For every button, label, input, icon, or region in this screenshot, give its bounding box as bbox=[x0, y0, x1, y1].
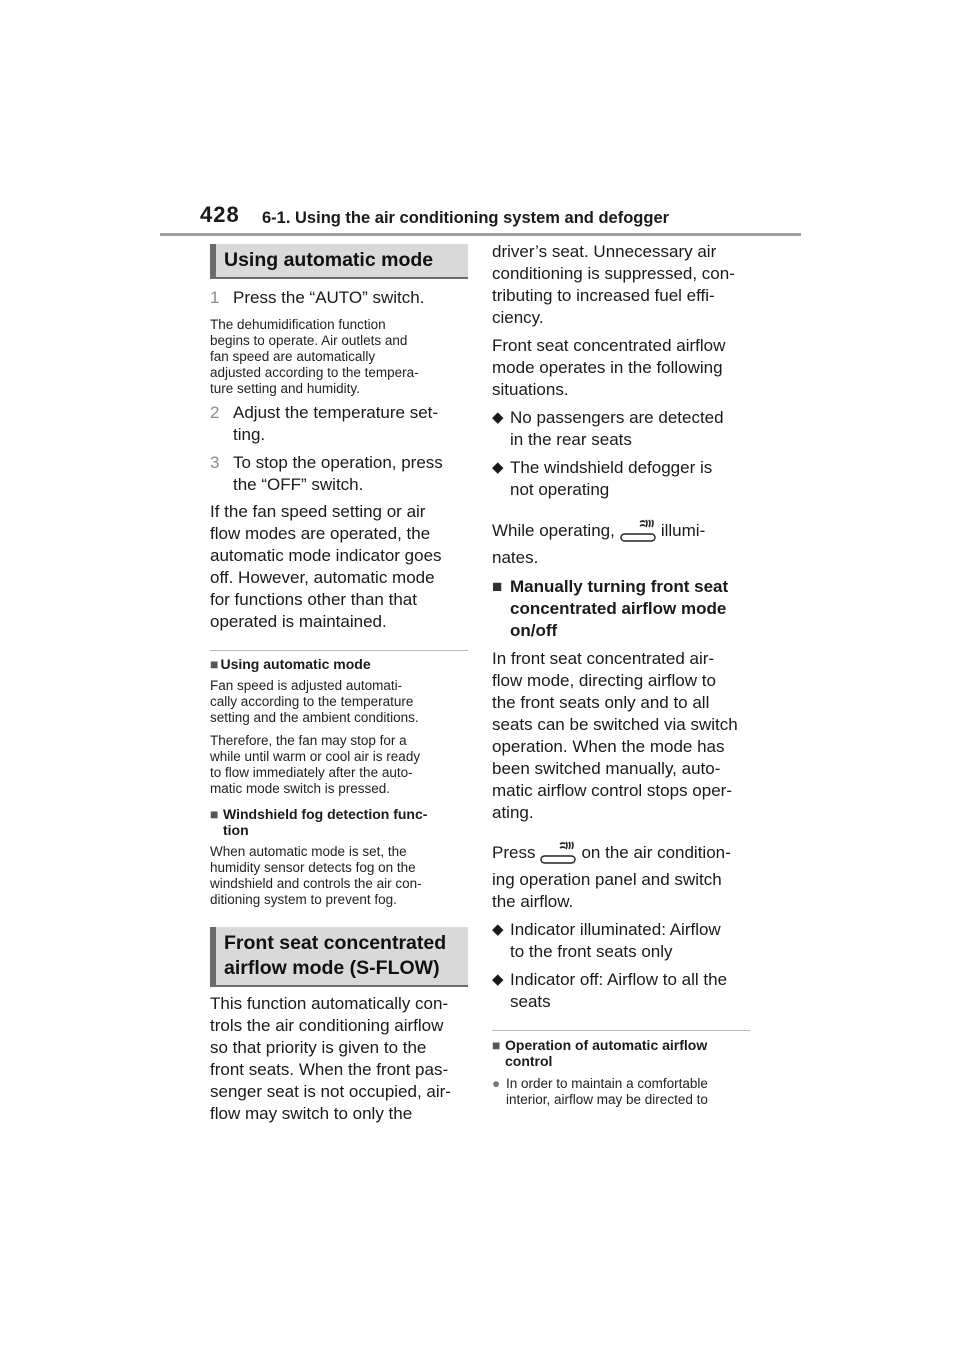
dot-bullet-icon: ● bbox=[492, 1076, 501, 1091]
square-bullet-icon: ■ bbox=[492, 1037, 501, 1053]
press-before-text: Press bbox=[492, 843, 536, 862]
note-fog-detection-text: When automatic mode is set, the humidity sensor detects fog on the windshield and controls the air con- ditioning system to prevent fog. bbox=[210, 844, 422, 907]
while-operating-line bbox=[492, 518, 750, 544]
s-flow-situations-paragraph: Front seat concentrated airflow mode operates in the following situations. bbox=[492, 336, 726, 399]
step-text: Press the “AUTO” switch. bbox=[233, 288, 425, 307]
section-title-s-flow: Front seat concentrated airflow mode (S-FLOW) bbox=[210, 927, 468, 987]
diamond-bullet-icon: ◆ bbox=[492, 971, 504, 988]
square-bullet-icon: ■ bbox=[210, 656, 219, 672]
note-head-text: Windshield fog detection func- tion bbox=[223, 806, 428, 838]
automatic-mode-paragraph: If the fan speed setting or air flow modes are operated, the automatic mode indicator goes off. However, automatic mode for functions other than that operated is maintained. bbox=[210, 502, 442, 631]
note-automatic-mode-text-1: Fan speed is adjusted automati- cally according to the temperature setting and the ambient conditions. bbox=[210, 678, 419, 725]
step-1 bbox=[210, 287, 468, 309]
note-head-text: Operation of automatic airflow control bbox=[505, 1037, 708, 1069]
subhead-manual-toggle bbox=[492, 576, 750, 642]
step-text: To stop the operation, press the “OFF” switch. bbox=[233, 453, 443, 494]
note-bullet-text: In order to maintain a comfortable interior, airflow may be directed to bbox=[506, 1076, 708, 1107]
bullet-text: Indicator illuminated: Airflow to the front seats only bbox=[510, 920, 721, 961]
while-before-text: While operating, bbox=[492, 521, 615, 540]
step-1-note: The dehumidification function begins to operate. Air outlets and fan speed are automatically adjusted according to the tempera- ture setting and humidity. bbox=[210, 317, 419, 396]
s-flow-intro-paragraph: This function automatically con- trols the air conditioning airflow so that priority is given to the front seats. When the front pas- senger seat is not occupied, air- flow may switch to only the bbox=[210, 994, 451, 1123]
notes-divider bbox=[210, 650, 468, 651]
square-bullet-icon: ■ bbox=[492, 577, 503, 596]
subhead-text: Manually turning front seat concentrated airflow mode on/off bbox=[510, 577, 729, 640]
step-number: 3 bbox=[210, 453, 220, 472]
step-3 bbox=[210, 452, 468, 496]
note-head-automatic-mode bbox=[210, 656, 468, 672]
note-head-text: Using automatic mode bbox=[220, 656, 371, 672]
press-switch-continued: ing operation panel and switch the airflow. bbox=[492, 870, 722, 911]
chapter-title: 6-1. Using the air conditioning system and defogger bbox=[262, 209, 670, 227]
notes-divider bbox=[492, 1030, 750, 1031]
step-number: 2 bbox=[210, 403, 220, 422]
bullet-text: The windshield defogger is not operating bbox=[510, 458, 713, 499]
diamond-bullet-icon: ◆ bbox=[492, 921, 504, 938]
section-title-automatic-mode: Using automatic mode bbox=[210, 244, 468, 279]
header-rule bbox=[160, 233, 801, 236]
page-number: 428 bbox=[200, 202, 240, 227]
s-flow-airflow-icon bbox=[618, 518, 658, 544]
press-after-text: on the air condition- bbox=[581, 843, 731, 862]
step-2 bbox=[210, 402, 468, 446]
bullet-indicator-on bbox=[492, 919, 750, 963]
page-header bbox=[0, 0, 960, 240]
note-automatic-mode-text-2: Therefore, the fan may stop for a while until warm or cool air is ready to flow immediately after the auto- matic mode switch is pressed. bbox=[210, 733, 421, 796]
manual-toggle-paragraph: In front seat concentrated air- flow mode, directing airflow to the front seats only and to all seats can be switched via switch operation. When the mode has been switched manually, auto- matic airflow control stops oper- ating. bbox=[492, 649, 738, 822]
diamond-bullet-icon: ◆ bbox=[492, 409, 504, 426]
note-airflow-control-bullet bbox=[492, 1076, 750, 1108]
bullet-no-rear-passengers bbox=[492, 407, 750, 451]
diamond-bullet-icon: ◆ bbox=[492, 459, 504, 476]
while-operating-line-2: nates. bbox=[492, 548, 539, 567]
s-flow-airflow-icon bbox=[538, 840, 578, 866]
while-after-text: illumi- bbox=[660, 521, 706, 540]
s-flow-continued-paragraph: driver’s seat. Unnecessary air conditioning is suppressed, con- tributing to increased fuel effi- ciency. bbox=[492, 242, 735, 327]
step-number: 1 bbox=[210, 288, 220, 307]
bullet-text: Indicator off: Airflow to all the seats bbox=[510, 970, 728, 1011]
square-bullet-icon: ■ bbox=[210, 806, 219, 822]
step-text: Adjust the temperature set- ting. bbox=[233, 403, 439, 444]
bullet-defogger-off bbox=[492, 457, 750, 501]
note-head-airflow-control bbox=[492, 1037, 750, 1071]
press-switch-line bbox=[492, 840, 750, 866]
bullet-text: No passengers are detected in the rear seats bbox=[510, 408, 724, 449]
bullet-indicator-off bbox=[492, 969, 750, 1013]
